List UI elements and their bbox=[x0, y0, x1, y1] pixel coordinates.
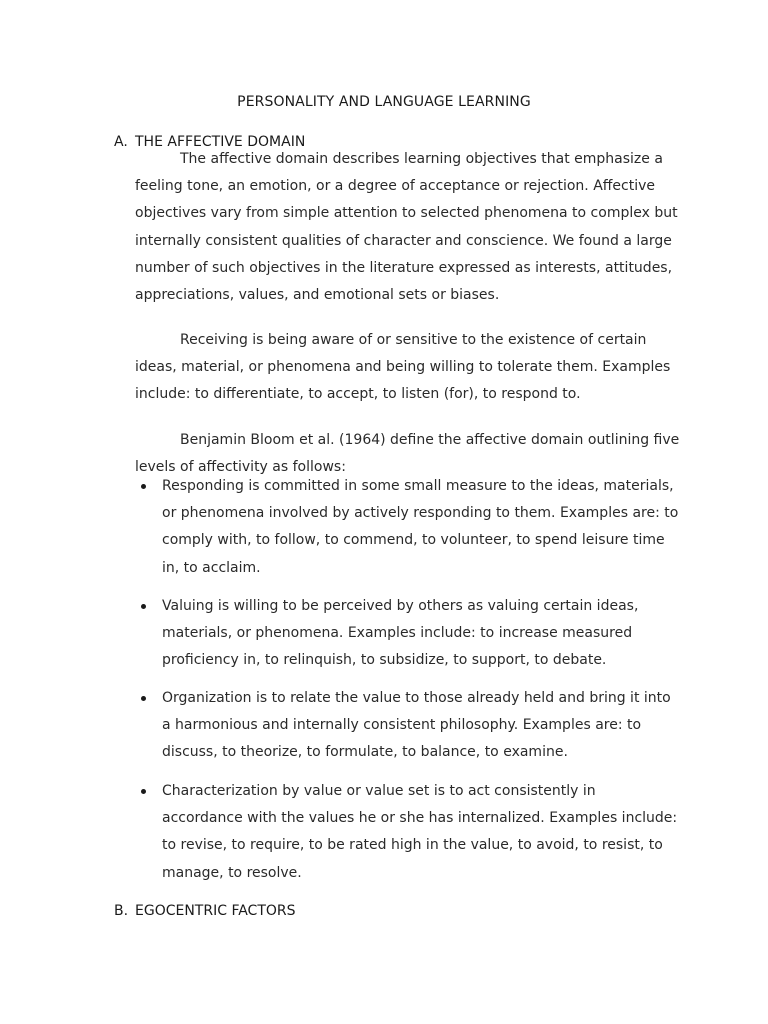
list-item bbox=[135, 778, 680, 887]
bullet-icon bbox=[141, 484, 146, 489]
section-b-letter: B. bbox=[114, 903, 129, 919]
section-b-heading bbox=[114, 902, 296, 920]
list-item bbox=[135, 593, 680, 675]
section-a-title: THE AFFECTIVE DOMAIN bbox=[135, 134, 306, 150]
list-item-text: Responding is committed in some small measure to the ideas, materials, or phenomena involved by actively responding to them. Examples are: to comply with, to follow, to commend, to volunteer, to spend leisure time in, to acclaim. bbox=[162, 478, 679, 576]
bullet-icon bbox=[141, 604, 146, 609]
list-item-text: Organization is to relate the value to those already held and bring it into a harmonious and internally consistent philosophy. Examples are: to discuss, to theorize, to formulate, to balance, to examine. bbox=[162, 690, 671, 761]
section-b-title: EGOCENTRIC FACTORS bbox=[135, 903, 296, 919]
paragraph-receiving: Receiving is being aware of or sensitive to the existence of certain ideas, material, or phenomena and being willing to tolerate them. Examples include: to differentiate, to accept, to listen (for), to respond to. bbox=[135, 332, 671, 403]
paragraph-affective-domain: The affective domain describes learning objectives that emphasize a feeling tone, an emotion, or a degree of acceptance or rejection. Affective objectives vary from simple attention to selected phenomena to complex but internally consistent qualities of character and conscience. We found a large number of such objectives in the literature expressed as interests, attitudes, appreciations, values, and emotional sets or biases. bbox=[135, 151, 678, 304]
list-item-text: Characterization by value or value set is to act consistently in accordance with the values he or she has internalized. Examples include: to revise, to require, to be rated high in the value, to avoid, to resist, to manage, to resolve. bbox=[162, 783, 678, 881]
bullet-icon bbox=[141, 696, 146, 701]
list-item bbox=[135, 473, 680, 582]
list-item-text: Valuing is willing to be perceived by others as valuing certain ideas, materials, or phenomena. Examples include: to increase measured proficiency in, to relinquish, to subsidize, to support, to debate. bbox=[162, 598, 639, 669]
list-item bbox=[135, 685, 680, 767]
document-title: PERSONALITY AND LANGUAGE LEARNING bbox=[237, 94, 531, 110]
paragraph-bloom-levels: Benjamin Bloom et al. (1964) define the affective domain outlining five levels of affectivity as follows: bbox=[135, 432, 680, 476]
section-a-letter: A. bbox=[114, 134, 128, 150]
bullet-icon bbox=[141, 789, 146, 794]
